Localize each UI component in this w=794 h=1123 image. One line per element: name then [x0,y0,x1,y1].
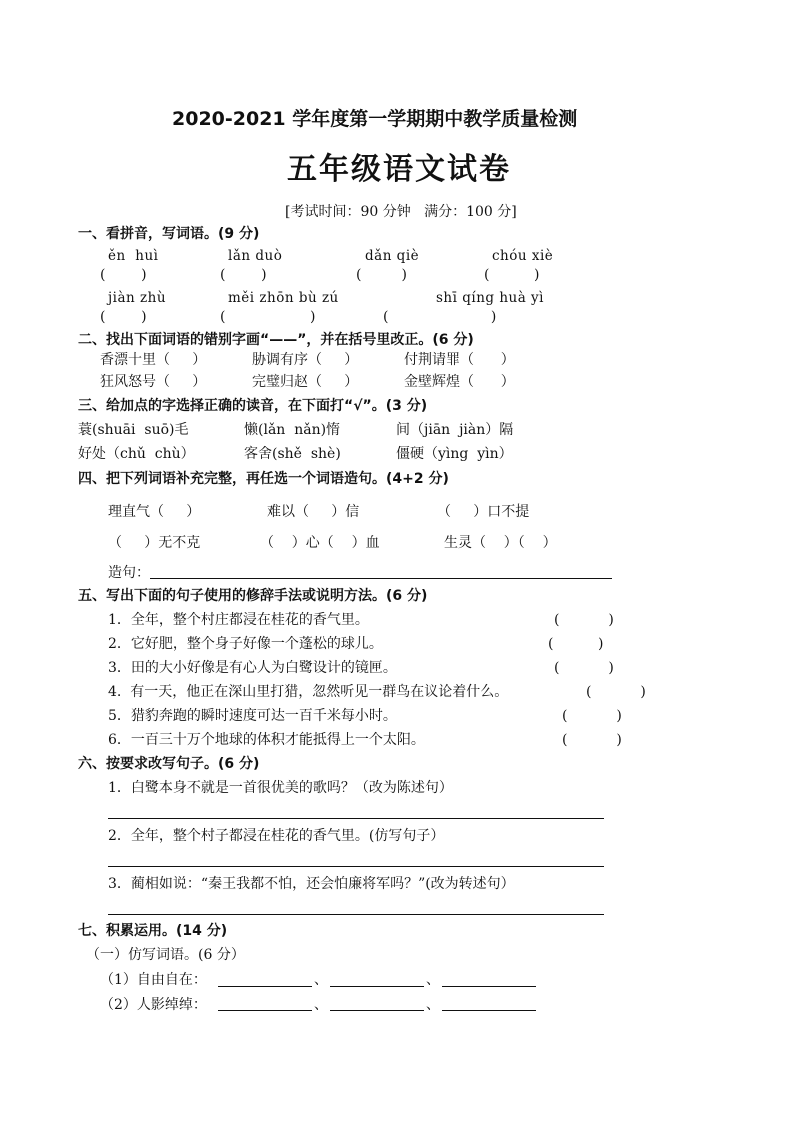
pinyin-7: shī qíng huà yì [436,290,544,306]
rhetoric-item: 6．一百三十万个地球的体积才能抵得上一个太阳。 [108,732,425,748]
subsection-heading: （一）仿写词语。(6 分） [86,947,245,963]
answer-blank[interactable]: ( ) [554,660,614,676]
answer-blank[interactable]: ( ) [586,684,646,700]
imitation-answer-line[interactable] [218,1010,312,1011]
imitation-answer-line[interactable] [442,1010,536,1011]
rewrite-item: 1．白鹭本身不就是一首很优美的歌吗？（改为陈述句） [108,780,453,796]
rhetoric-item: 2．它好肥，整个身子好像一个蓬松的球儿。 [108,636,383,652]
rewrite-item: 3．蔺相如说：“秦王我都不怕，还会怕廉将军吗？”(改为转述句） [108,876,515,892]
word-item: 金壁辉煌（ ） [404,374,515,390]
answer-blank[interactable]: ( ) [220,309,316,325]
pronunciation-item: 蓑(shuāi suō)毛 [78,422,189,438]
imitation-item: （1）自由自在： [100,972,207,988]
section-4-heading: 四、把下列词语补充完整，再任选一个词语造句。(4+2 分) [78,471,449,487]
rhetoric-item: 4. 有一天，他正在深山里打猎，忽然听见一群鸟在议论着什么。 [108,684,509,700]
word-item: 胁调有序（ ） [252,352,359,368]
word-item: 完璧归赵（ ） [252,374,359,390]
answer-blank[interactable]: ( ) [356,267,407,283]
exam-title: 2020-2021 学年度第一学期期中教学质量检测 [172,108,578,130]
rhetoric-item: 5．猎豹奔跑的瞬时速度可达一百千米每小时。 [108,708,397,724]
word-item: 付荆请罪（ ） [404,352,515,368]
rewrite-answer-line[interactable] [108,818,604,819]
imitation-answer-line[interactable] [330,986,424,987]
pinyin-4: chóu xiè [492,248,554,264]
answer-blank[interactable]: ( ) [220,267,267,283]
pronunciation-item: 好处（chǔ chù） [78,446,195,462]
rhetoric-item: 1．全年，整个村庄都浸在桂花的香气里。 [108,612,369,628]
pinyin-5: jiàn zhù [108,290,167,306]
section-5-heading: 五、写出下面的句子使用的修辞手法或说明方法。(6 分) [78,588,428,604]
word-item: 香漂十里（ ） [100,352,207,368]
sentence-label: 造句： [108,565,150,581]
rhetoric-item: 3．田的大小好像是有心人为白鹭设计的镜匣。 [108,660,397,676]
rewrite-item: 2．全年，整个村子都浸在桂花的香气里。(仿写句子） [108,828,445,844]
idiom-item: 难以（ ）信 [267,504,360,520]
rewrite-answer-line[interactable] [108,914,604,915]
answer-blank[interactable]: ( ) [554,612,614,628]
imitation-answer-line[interactable] [442,986,536,987]
imitation-item: （2）人影绰绰： [100,997,207,1013]
idiom-item: （ ）无不克 [108,535,201,551]
imitation-answer-line[interactable] [330,1010,424,1011]
section-7-heading: 七、积累运用。(14 分) [78,923,228,939]
pinyin-3: dǎn qiè [365,248,420,264]
rewrite-answer-line[interactable] [108,866,604,867]
answer-blank[interactable]: ( ) [100,267,147,283]
idiom-item: 生灵（ ）（ ） [444,535,557,551]
section-1-heading: 一、看拼音，写词语。(9 分) [78,226,260,242]
pronunciation-item: 客舍(shě shè) [244,446,341,462]
answer-blank[interactable]: ( ) [484,267,540,283]
word-item: 狂风怒号（ ） [100,374,207,390]
section-3-heading: 三、给加点的字选择正确的读音，在下面打“√”。(3 分) [78,398,428,414]
pronunciation-item: 间（jiān jiàn）隔 [396,422,514,438]
idiom-item: （ ）口不提 [437,504,530,520]
imitation-answer-line[interactable] [218,986,312,987]
sentence-answer-line[interactable] [150,578,612,579]
separator: 、 [426,997,440,1013]
section-6-heading: 六、按要求改写句子。(6 分) [78,756,260,772]
exam-info: [考试时间：90 分钟 满分：100 分] [285,204,517,220]
section-2-heading: 二、找出下面词语的错别字画“——”，并在括号里改正。(6 分) [78,332,474,348]
answer-blank[interactable]: ( ) [562,732,622,748]
pronunciation-item: 僵硬（yìng yìn） [396,446,513,462]
idiom-item: 理直气（ ） [108,504,201,520]
pinyin-2: lǎn duò [228,248,283,264]
separator: 、 [314,997,328,1013]
paper-subtitle: 五年级语文试卷 [287,152,511,187]
answer-blank[interactable]: ( ) [562,708,622,724]
answer-blank[interactable]: ( ) [548,636,604,652]
pronunciation-item: 懒(lǎn nǎn)惰 [244,422,341,438]
answer-blank[interactable]: ( ) [100,309,147,325]
separator: 、 [426,972,440,988]
idiom-item: （ ）心（ ）血 [260,535,380,551]
pinyin-1: ěn huì [108,248,159,264]
pinyin-6: měi zhōn bù zú [228,290,339,306]
separator: 、 [314,972,328,988]
answer-blank[interactable]: ( ) [383,309,497,325]
